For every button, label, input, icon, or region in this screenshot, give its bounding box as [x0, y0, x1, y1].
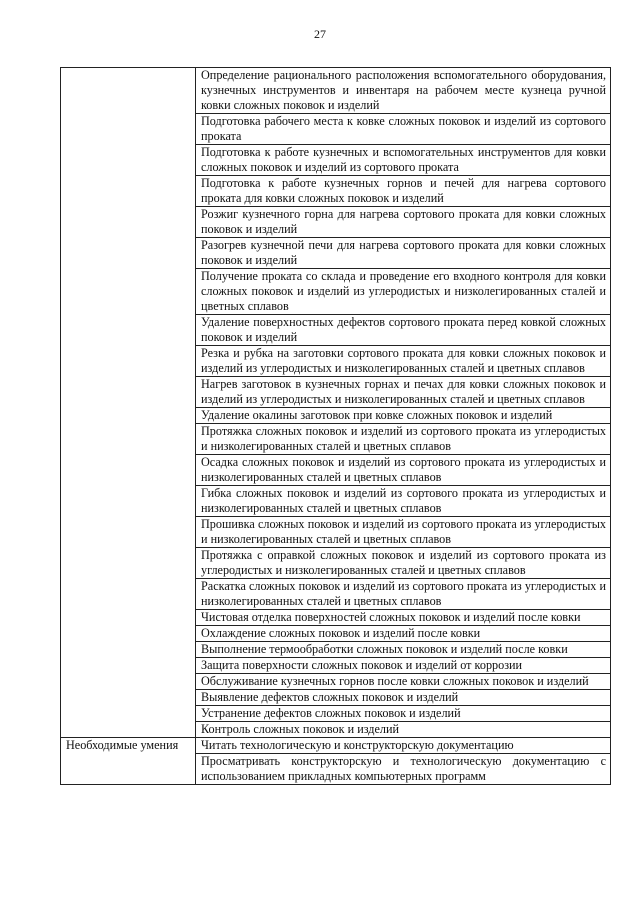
requirement-text-cell: Резка и рубка на заготовки сортового проката для ковки сложных поковок и изделий из углеродистых и низколегированных сталей и цветных сплавов: [196, 346, 611, 377]
requirement-text-cell: Удаление поверхностных дефектов сортового проката перед ковкой сложных поковок и изделий: [196, 315, 611, 346]
requirement-text-cell: Охлаждение сложных поковок и изделий после ковки: [196, 626, 611, 642]
requirements-table: [60, 67, 611, 785]
requirement-text-cell: Раскатка сложных поковок и изделий из сортового проката из углеродистых и низколегированных сталей и цветных сплавов: [196, 579, 611, 610]
requirement-text-cell: Обслуживание кузнечных горнов после ковки сложных поковок и изделий: [196, 674, 611, 690]
requirement-text-cell: Читать технологическую и конструкторскую документацию: [196, 738, 611, 754]
page-number: 27: [314, 27, 326, 41]
requirement-text-cell: Выявление дефектов сложных поковок и изделий: [196, 690, 611, 706]
requirement-text-cell: Определение рационального расположения вспомогательного оборудования, кузнечных инструментов и инвентаря на рабочем месте кузнеца ручной ковки сложных поковок и изделий: [196, 68, 611, 114]
requirement-text-cell: Нагрев заготовок в кузнечных горнах и печах для ковки сложных поковок и изделий из углеродистых и низколегированных сталей и цветных сплавов: [196, 377, 611, 408]
requirement-text-cell: Протяжка сложных поковок и изделий из сортового проката из углеродистых и низколегированных сталей и цветных сплавов: [196, 424, 611, 455]
requirement-text-cell: Чистовая отделка поверхностей сложных поковок и изделий после ковки: [196, 610, 611, 626]
section-label-cell: [61, 68, 196, 738]
requirement-text-cell: Разогрев кузнечной печи для нагрева сортового проката для ковки сложных поковок и изделий: [196, 238, 611, 269]
table-row: [61, 738, 611, 754]
requirement-text-cell: Устранение дефектов сложных поковок и изделий: [196, 706, 611, 722]
requirement-text-cell: Подготовка рабочего места к ковке сложных поковок и изделий из сортового проката: [196, 114, 611, 145]
requirement-text-cell: Просматривать конструкторскую и технологическую документацию с использованием прикладных компьютерных программ: [196, 754, 611, 785]
requirement-text-cell: Протяжка с оправкой сложных поковок и изделий из сортового проката из углеродистых и низколегированных сталей и цветных сплавов: [196, 548, 611, 579]
requirement-text-cell: Гибка сложных поковок и изделий из сортового проката из углеродистых и низколегированных сталей и цветных сплавов: [196, 486, 611, 517]
requirement-text-cell: Прошивка сложных поковок и изделий из сортового проката из углеродистых и низколегированных сталей и цветных сплавов: [196, 517, 611, 548]
requirement-text-cell: Защита поверхности сложных поковок и изделий от коррозии: [196, 658, 611, 674]
requirement-text-cell: Контроль сложных поковок и изделий: [196, 722, 611, 738]
requirement-text-cell: Удаление окалины заготовок при ковке сложных поковок и изделий: [196, 408, 611, 424]
section-label-cell: Необходимые умения: [61, 738, 196, 785]
requirement-text-cell: Подготовка к работе кузнечных и вспомогательных инструментов для ковки сложных поковок и изделий из сортового проката: [196, 145, 611, 176]
requirements-table-body: [61, 68, 611, 785]
requirement-text-cell: Выполнение термообработки сложных поковок и изделий после ковки: [196, 642, 611, 658]
requirement-text-cell: Осадка сложных поковок и изделий из сортового проката из углеродистых и низколегированных сталей и цветных сплавов: [196, 455, 611, 486]
requirement-text-cell: Получение проката со склада и проведение его входного контроля для ковки сложных поковок и изделий из углеродистых и низколегированных сталей и цветных сплавов: [196, 269, 611, 315]
table-row: [61, 68, 611, 114]
requirement-text-cell: Розжиг кузнечного горна для нагрева сортового проката для ковки сложных поковок и изделий: [196, 207, 611, 238]
requirement-text-cell: Подготовка к работе кузнечных горнов и печей для нагрева сортового проката для ковки сложных поковок и изделий: [196, 176, 611, 207]
